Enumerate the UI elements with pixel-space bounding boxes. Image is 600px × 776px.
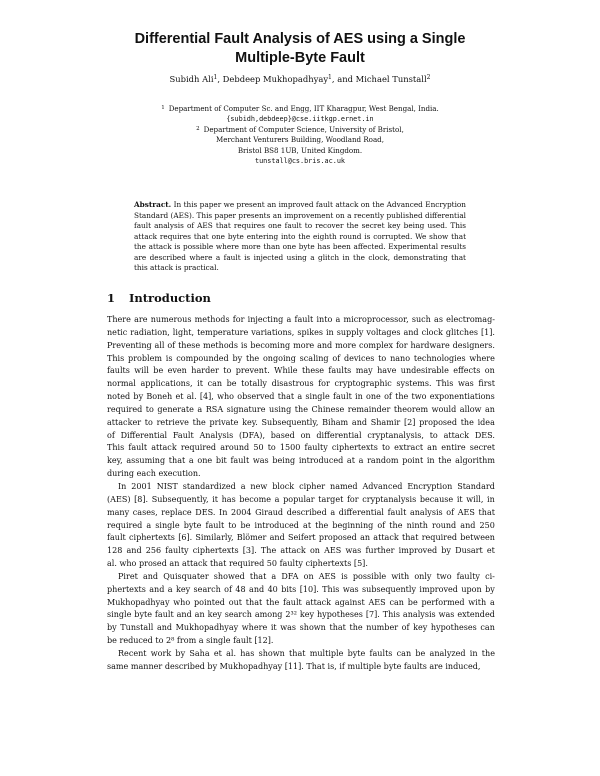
author-list: Subidh Ali$^1$, Debdeep Mukhopadhyay$^1$, and Michael Tunstall$^2$ bbox=[169, 74, 431, 84]
body-line: required to generate a RSA signature using the Chinese remainder theorem would allow an bbox=[107, 404, 495, 414]
body-line: required a single byte fault to be introduced at the beginning of the ninth round and 250 bbox=[107, 520, 495, 530]
section-heading bbox=[107, 291, 211, 305]
affiliation-line: Bristol BS8 1UB, United Kingdom. bbox=[237, 145, 363, 155]
body-line: be reduced to 2⁸ from a single fault [12]. bbox=[107, 636, 274, 646]
title-line: Differential Fault Analysis of AES using a Single bbox=[134, 31, 466, 47]
body-line: phertexts and a key search of 48 and 40 bits [10]. This was subsequently improved upon by bbox=[107, 584, 495, 594]
body-line: fault ciphertexts [6]. Similarly, Blömer and Seifert proposed an attack that required between bbox=[107, 533, 495, 543]
title-line: Multiple-Byte Fault bbox=[235, 50, 365, 66]
body-line: al. who prosed an attack that required 50 faulty ciphertexts [5]. bbox=[107, 559, 368, 569]
body-line: In 2001 NIST standardized a new block cipher named Advanced Encryption Standard bbox=[118, 481, 495, 491]
abstract bbox=[134, 200, 466, 274]
abstract-text: In this paper we present an improved fault attack on the Advanced Encryption Standard (AES). This paper presents an improvement on a recently published differential fault analysis of AES that requires one fault to recover the secret key being used. This attack requires that one byte entering into the eighth round is corrupted. We show that the attack is possible where more than one byte has been affected. Experimental results are described where a fault is injected using a glitch in the clock, demonstrating that this attack is practical. bbox=[134, 200, 466, 272]
body-line: during each execution. bbox=[107, 469, 201, 479]
affiliation-text: Department of Computer Sc. and Engg, IIT Kharagpur, West Bengal, India. bbox=[168, 104, 439, 113]
section-number: 1 bbox=[107, 291, 116, 305]
affiliation-line bbox=[100, 125, 500, 135]
affiliation-line: Merchant Venturers Building, Woodland Road, bbox=[216, 135, 384, 145]
body-line: This fault attack required around 50 to 1500 faulty ciphertexts to extract an entire secret bbox=[107, 443, 495, 453]
body-line: single byte fault and an key search among 2³² key hypotheses [7]. This analysis was extended bbox=[107, 610, 495, 620]
body-line: attacker to retrieve the private key. Subsequently, Biham and Shamir [2] proposed the idea bbox=[107, 417, 495, 427]
affiliation-mark: 1 bbox=[328, 74, 332, 81]
abstract-label: Abstract. bbox=[134, 200, 172, 209]
body-line: Piret and Quisquater showed that a DFA on AES is possible with only two faulty ci- bbox=[118, 571, 495, 581]
body-line: Recent work by Saha et al. has shown that multiple byte faults can be analyzed in the bbox=[118, 648, 495, 658]
affiliation-email: {subidh,debdeep}@cse.iitkgp.ernet.in bbox=[226, 115, 374, 124]
body-line: 128 and 256 faulty ciphertexts [3]. The attack on AES was further improved by Dusart et bbox=[107, 546, 495, 556]
affiliation-mark: 2 bbox=[196, 125, 200, 132]
body-line: faults will be even harder to prevent. While these faults may have undesirable effects on bbox=[107, 366, 495, 376]
affiliation-mark: 1 bbox=[213, 74, 218, 81]
paper-title bbox=[110, 30, 490, 68]
body-line: netic radiation, light, temperature variations, spikes in supply voltages and clock glitches [1]. bbox=[107, 327, 495, 337]
affiliation-line bbox=[100, 104, 500, 114]
body-line: same manner described by Mukhopadhyay [11]. That is, if multiple byte faults are induced, bbox=[107, 661, 481, 671]
author-name: Subidh Ali bbox=[169, 74, 214, 84]
body-line: There are numerous methods for injecting a fault into a microprocessor, such as electromag- bbox=[107, 315, 495, 324]
author-name: Debdeep Mukhopadhyay bbox=[222, 74, 329, 84]
affiliation-mark: 2 bbox=[426, 74, 431, 81]
section-title: Introduction bbox=[129, 291, 211, 305]
affiliation-text: Department of Computer Science, University of Bristol, bbox=[203, 124, 404, 134]
body-line: Preventing all of these methods is becoming more and more complex for hardware designers. bbox=[107, 340, 495, 350]
body-line: key, assuming that a one bit fault was being introduced at a random point in the algorithm bbox=[107, 456, 495, 466]
author-name: and Michael Tunstall bbox=[337, 74, 427, 84]
body-line: (AES) [8]. Subsequently, it has become a popular target for cryptanalysis because it will, in bbox=[107, 494, 495, 504]
body-line: of Differential Fault Analysis (DFA), based on differential cryptanalysis, to attack DES. bbox=[107, 430, 495, 440]
body-line: noted by Boneh et al. [4], who observed that a single fault in one of the two exponentiations bbox=[107, 392, 495, 402]
body-line: many cases, replace DES. In 2004 Giraud described a differential fault analysis of AES that bbox=[107, 507, 495, 517]
affiliation-email: tunstall@cs.bris.ac.uk bbox=[254, 157, 346, 166]
affiliation-mark: 1 bbox=[161, 105, 165, 111]
body-text bbox=[107, 314, 495, 674]
body-line: by Tunstall and Mukhopadhyay where it was shown that the number of key hypotheses can bbox=[107, 623, 495, 633]
body-line: Mukhopadhyay who pointed out that the fault attack against AES can be performed with a bbox=[107, 597, 495, 607]
affiliations bbox=[100, 104, 500, 166]
body-line: normal applications, it can be totally disastrous for cryptographic systems. This was first bbox=[107, 379, 495, 389]
body-line: This problem is compounded by the ongoing scaling of devices to nano technologies where bbox=[107, 353, 495, 363]
